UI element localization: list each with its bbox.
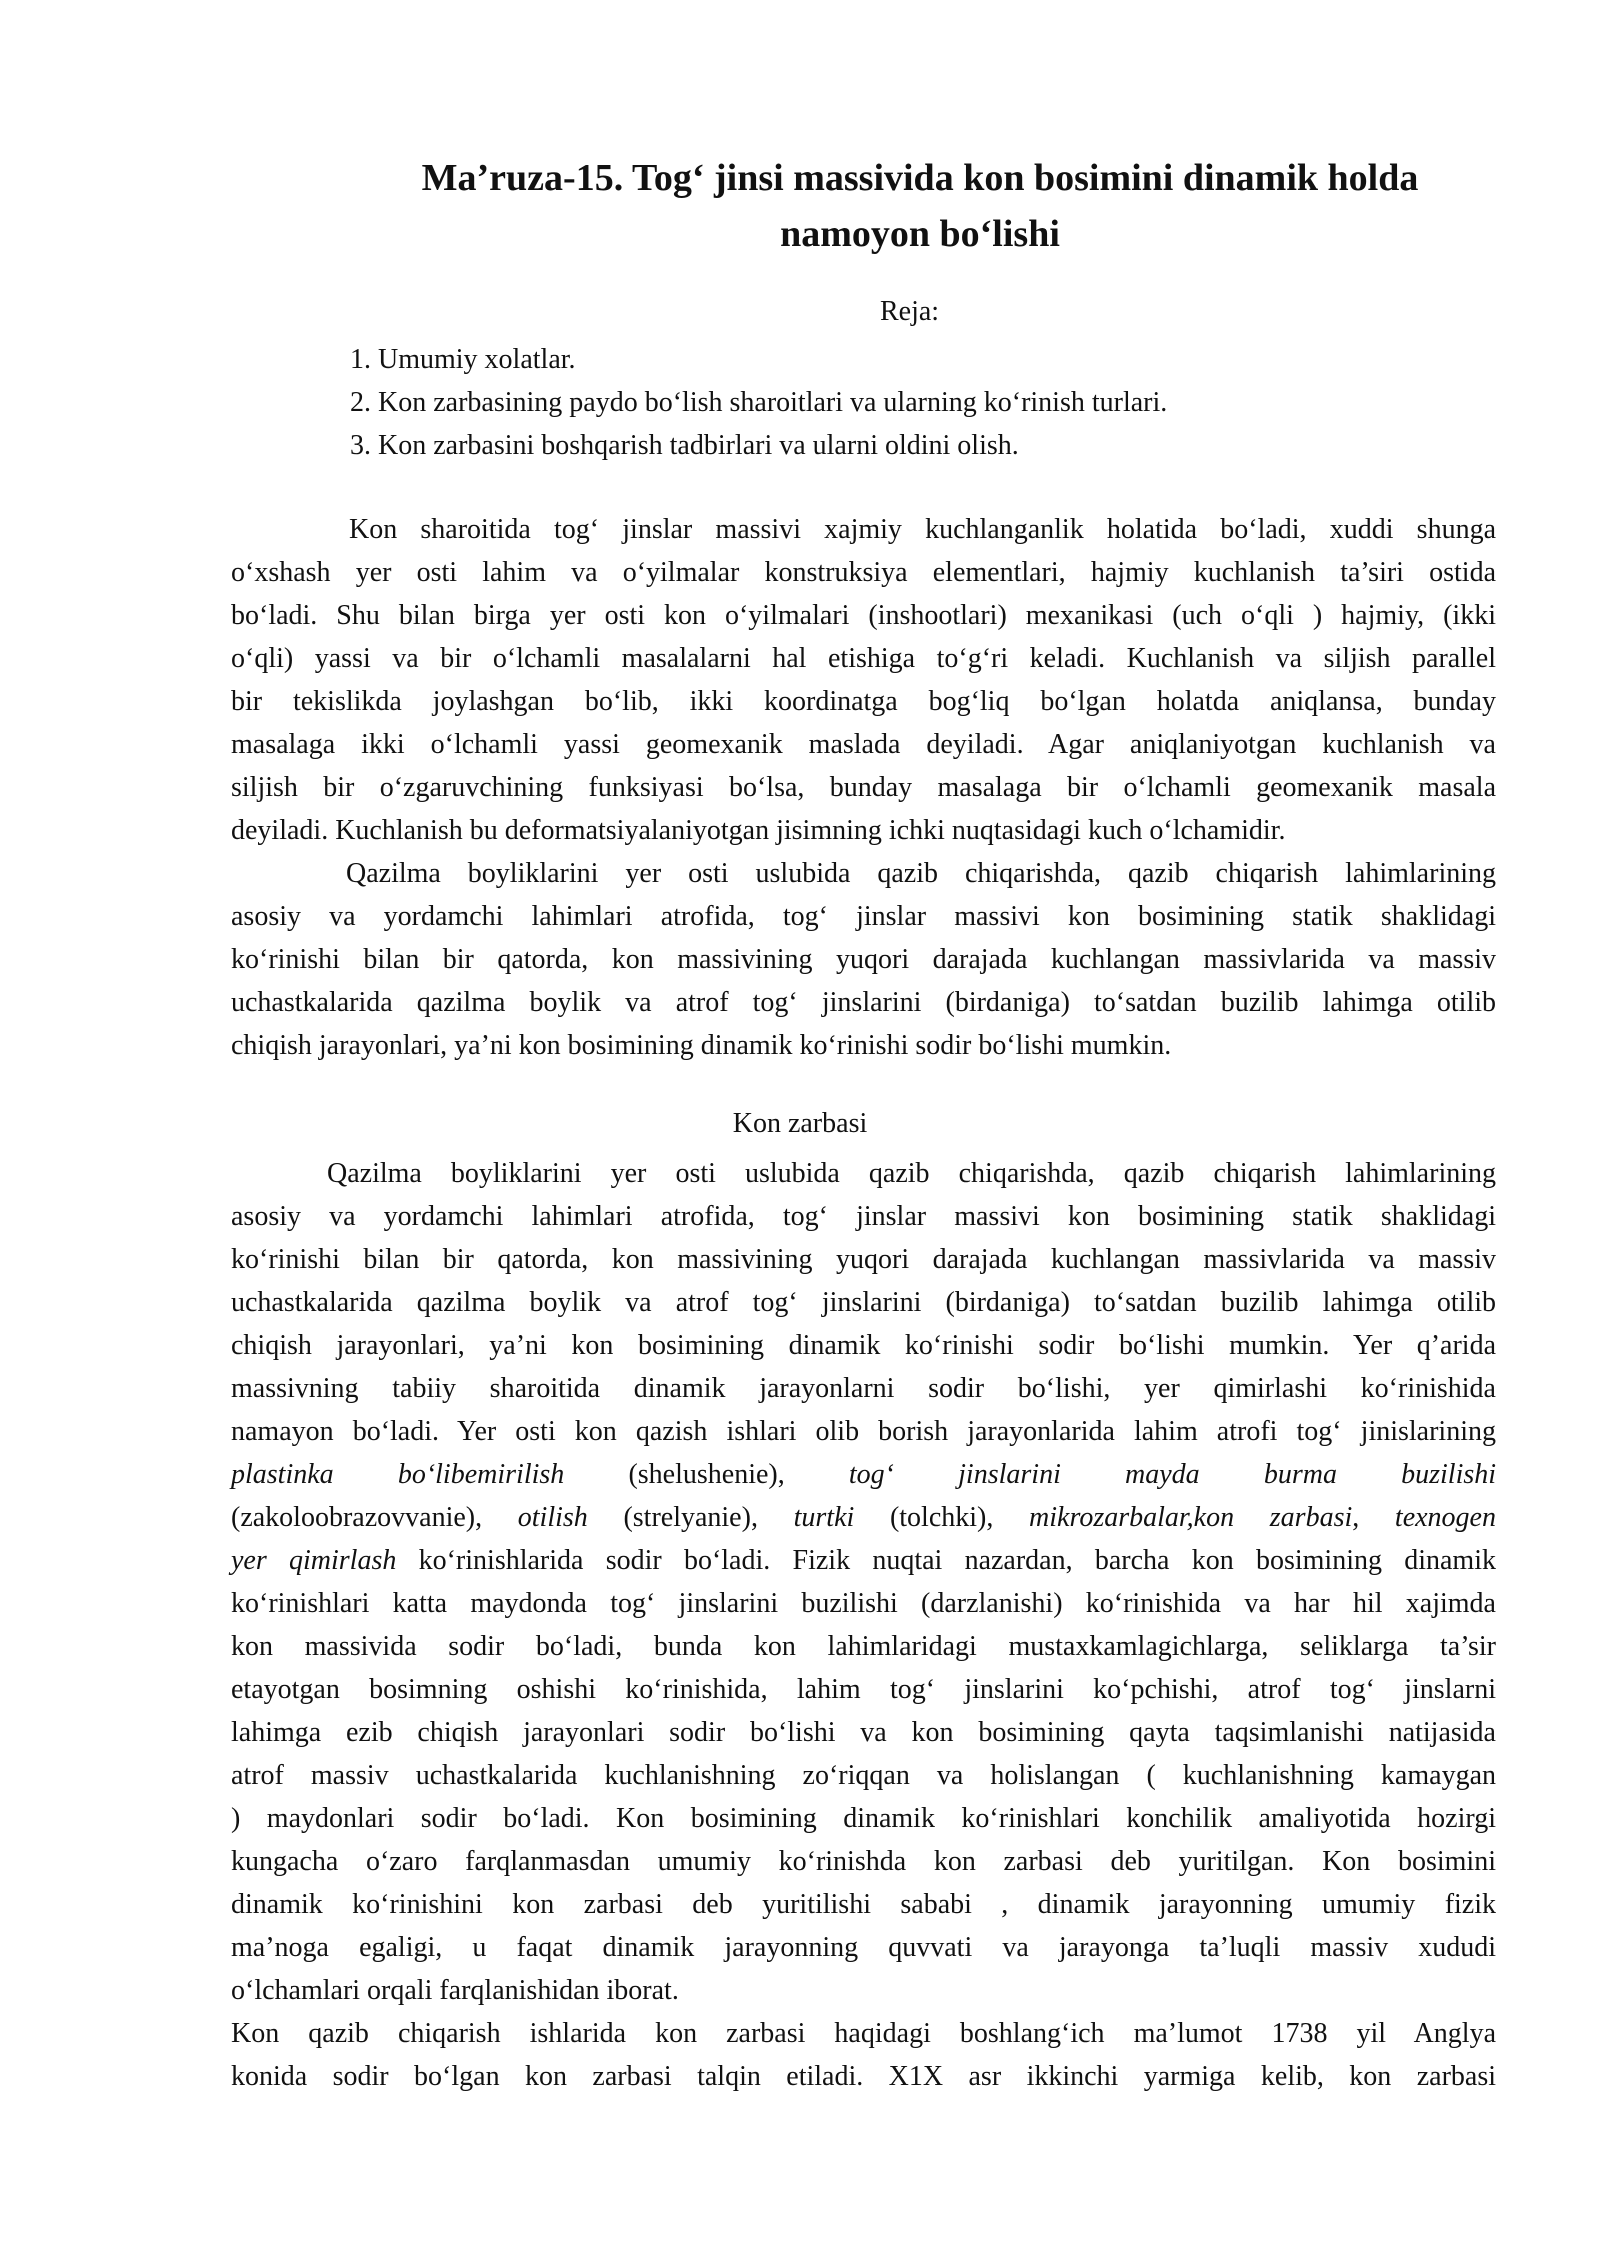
title-line-2: namoyon bo‘lishi [780,213,1060,255]
text-fragment: , [1352,1502,1395,1533]
plan-heading: Reja: [880,296,940,327]
text-line: siljish bir o‘zgaruvchining funksiyasi bo‘lsa, bunday masalaga bir o‘lchamli geomexanik masala [231,772,1496,803]
text-line: o‘qli) yassi va bir o‘lchamli masalalarni hal etishiga to‘g‘ri keladi. Kuchlanish va siljish parallel [231,643,1496,674]
text-line: atrof massiv uchastkalarida kuchlanishning zo‘riqqan va holislangan ( kuchlanishning kamaygan [231,1760,1496,1791]
text-fragment: ko‘rinishlarida sodir bo‘ladi. Fizik nuqtai nazardan, barcha kon bosimining dinamik [396,1545,1496,1576]
italic-term: turtki [793,1502,855,1533]
text-fragment: (strelyanie), [587,1502,794,1533]
text-line: massivning tabiiy sharoitida dinamik jarayonlarni sodir bo‘lishi, yer qimirlashi ko‘rinishida [231,1373,1496,1404]
text-line: namayon bo‘ladi. Yer osti kon qazish ishlari olib borish jarayonlarida lahim atrofi tog‘ jinislarining [231,1416,1496,1447]
italic-term: mayda [1125,1459,1200,1490]
text-line: kungacha o‘zaro farqlanmasdan umumiy ko‘rinishda kon zarbasi deb yuritilgan. Kon bosimini [231,1846,1496,1877]
italic-term: jinslarini [958,1459,1061,1490]
text-line: bo‘ladi. Shu bilan birga yer osti kon o‘yilmalari (inshootlari) mexanikasi (uch o‘qli ) hajmiy, (ikki [231,600,1496,631]
plan-item: 3. Kon zarbasini boshqarish tadbirlari va ularni oldini olish. [350,430,1019,461]
text-fragment: (zakoloobrazovvanie), [231,1502,518,1533]
text-line: ko‘rinishi bilan bir qatorda, kon massivining yuqori darajada kuchlangan massivlarida va massiv [231,1244,1496,1275]
text-line: ko‘rinishi bilan bir qatorda, kon massivining yuqori darajada kuchlangan massivlarida va massiv [231,944,1496,975]
lecture-title [340,150,1500,262]
italic-term: otilish [517,1502,588,1533]
paragraph-4 [231,2012,1496,2098]
text-line: lahimga ezib chiqish jarayonlari sodir bo‘lishi va kon bosimining qayta taqsimlanishi natijasida [231,1717,1496,1748]
text-line: uchastkalarida qazilma boylik va atrof tog‘ jinslarini (birdaniga) to‘satdan buzilib lahimga otilib [231,1287,1496,1318]
text-line: deyiladi. Kuchlanish bu deformatsiyalaniyotgan jisimning ichki nuqtasidagi kuch o‘lchamidir. [231,815,1286,846]
text-line: konida sodir bo‘lgan kon zarbasi talqin etiladi. X1X asr ikkinchi yarmiga kelib, kon zarbasi [231,2061,1496,2092]
text-line: etayotgan bosimning oshishi ko‘rinishida, lahim tog‘ jinslarini ko‘pchishi, atrof tog‘ jinslarni [231,1674,1496,1705]
text-line: bir tekislikda joylashgan bo‘lib, ikki koordinatga bog‘liq bo‘lgan holatda aniqlansa, bunday [231,686,1496,717]
text-line: ma’noga egaligi, u faqat dinamik jarayonning quvvati va jarayonga ta’luqli massiv xududi [231,1932,1496,1963]
section-heading: Kon zarbasi [732,1108,868,1139]
text-line: masalaga ikki o‘lchamli yassi geomexanik maslada deyiladi. Agar aniqlaniyotgan kuchlanish va [231,729,1496,760]
text-line: Qazilma boyliklarini yer osti uslubida qazib chiqarishda, qazib chiqarish lahimlarining [327,1158,1496,1189]
text-line: o‘lchamlari orqali farqlanishidan iborat. [231,1975,679,2006]
text-line: asosiy va yordamchi lahimlari atrofida, tog‘ jinslar massivi kon bosimining statik shaklidagi [231,901,1496,932]
text-line: chiqish jarayonlari, ya’ni kon bosimining dinamik ko‘rinishi sodir bo‘lishi mumkin. [231,1030,1172,1061]
text-line: asosiy va yordamchi lahimlari atrofida, tog‘ jinslar massivi kon bosimining statik shaklidagi [231,1201,1496,1232]
italic-term: plastinka [231,1459,334,1490]
text-line: kon massivida sodir bo‘ladi, bunda kon lahimlaridagi mustaxkamlagichlarga, seliklarga ta’sir [231,1631,1496,1662]
italic-term: buzilishi [1401,1459,1497,1490]
italic-term: tog‘ [848,1459,894,1490]
italic-term: burma [1263,1459,1337,1490]
text-line: Kon sharoitida tog‘ jinslar massivi xajmiy kuchlanganlik holatida bo‘ladi, xuddi shunga [349,514,1496,545]
text-fragment: (tolchki), [854,1502,1030,1533]
paragraph-1 [231,508,1496,852]
text-line-mixed [231,1539,1496,1582]
text-line: chiqish jarayonlari, ya’ni kon bosimining dinamik ko‘rinishi sodir bo‘lishi mumkin. Yer q’arida [231,1330,1496,1361]
paragraph-3 [231,1152,1496,2012]
plan-list [350,338,1167,467]
plan-item: 2. Kon zarbasining paydo bo‘lish sharoitlari va ularning ko‘rinish turlari. [350,387,1168,418]
title-line-1: Ma’ruza-15. Tog‘ jinsi massivida kon bosimini dinamik holda [421,157,1419,199]
text-line-mixed [231,1496,1496,1539]
text-line-mixed [231,1453,1496,1496]
text-line: Qazilma boyliklarini yer osti uslubida qazib chiqarishda, qazib chiqarish lahimlarining [346,858,1496,889]
italic-term: mikrozarbalar,kon zarbasi [1029,1502,1353,1533]
italic-term: yer qimirlash [231,1545,397,1576]
text-line: dinamik ko‘rinishini kon zarbasi deb yuritilishi sababi , dinamik jarayonning umumiy fizik [231,1889,1496,1920]
plan-item: 1. Umumiy xolatlar. [350,344,576,375]
text-line: ko‘rinishlari katta maydonda tog‘ jinslarini buzilishi (darzlanishi) ko‘rinishida va har hil xajimda [231,1588,1496,1619]
text-line: uchastkalarida qazilma boylik va atrof tog‘ jinslarini (birdaniga) to‘satdan buzilib lahimga otilib [231,987,1496,1018]
italic-term: texnogen [1394,1502,1496,1533]
text-line: ) maydonlari sodir bo‘ladi. Kon bosimining dinamik ko‘rinishlari konchilik amaliyotida hozirgi [231,1803,1496,1834]
text-line: Kon qazib chiqarish ishlarida kon zarbasi haqidagi boshlang‘ich ma’lumot 1738 yil Anglya [231,2018,1496,2049]
text-fragment: (shelushenie), [628,1459,785,1490]
text-line: o‘xshash yer osti lahim va o‘yilmalar konstruksiya elementlari, hajmiy kuchlanish ta’siri ostida [231,557,1496,588]
paragraph-2 [231,852,1496,1067]
italic-term: bo‘libemirilish [397,1459,565,1490]
